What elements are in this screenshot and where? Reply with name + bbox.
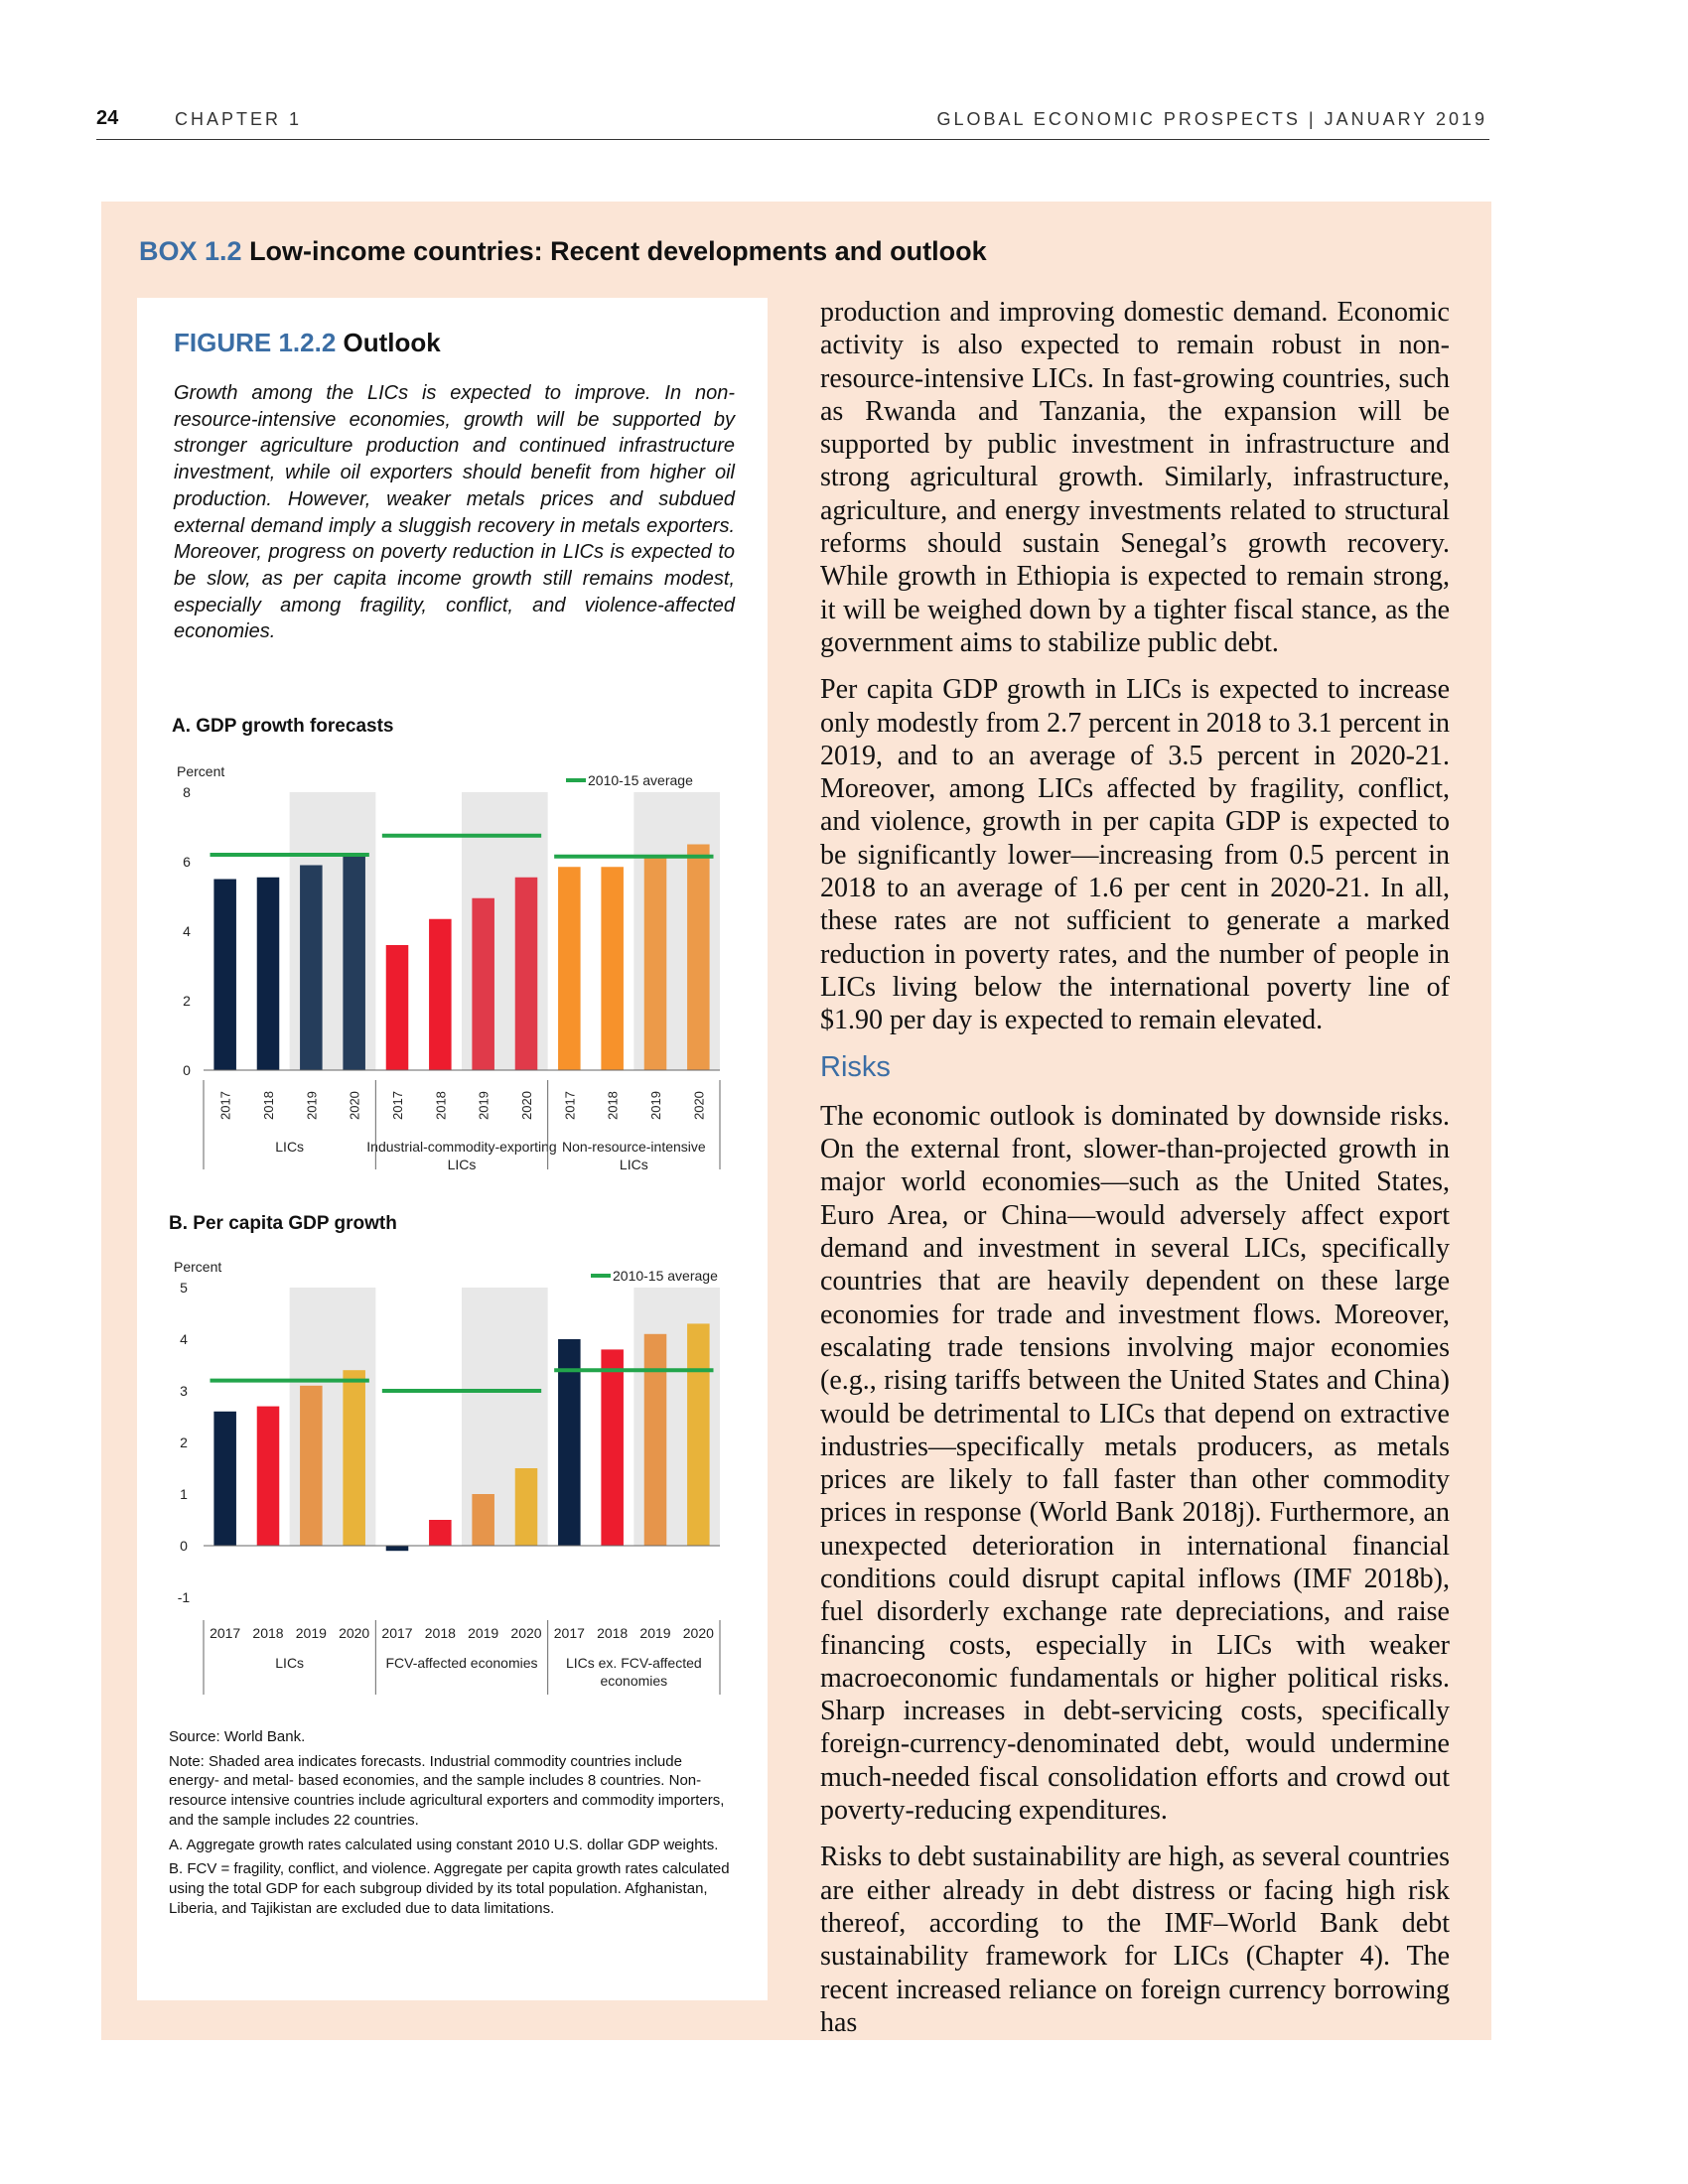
body-paragraph: Risks to debt sustainability are high, as several countries are either already in debt distress or facing high risk thereof, according to the IMF–World Bank debt sustainability framework for LICs (Chapter 4). The recent increased reliance on foreign currency borrowing has [820,1842,1450,2038]
x-tick-label: 2017 [390,1091,405,1120]
group-label: LICs [275,1139,305,1155]
bar [257,878,280,1070]
x-tick-label: 2017 [381,1625,413,1641]
bar [429,1520,452,1546]
figure-notes [169,1727,730,1923]
bar [386,1546,409,1551]
y-tick-label: 2 [183,993,191,1009]
x-tick-label: 2020 [510,1625,542,1641]
bar [644,1334,667,1546]
bar [213,880,236,1071]
body-column [820,296,1450,2053]
bar [558,867,581,1070]
group-label: LICs [447,1157,477,1172]
x-tick-label: 2018 [252,1625,284,1641]
bar [472,1494,494,1546]
body-paragraph: production and improving domestic demand. Economic activity is also expected to remain robust in non-resource-intensive LICs. In fast-growing countries, such as Rwanda and Tanzania, the expansion will be supported by public investment in infrastructure and strong agricultural growth. Similarly, infrastructure, agriculture, and energy investments related to structural reforms should sustain Senegal’s growth recovery. While growth in Ethiopia is expected to remain strong, it will be weighed down by a tighter fiscal stance, as the government aims to stabilize public debt. [820,297,1450,658]
x-tick-label: 2019 [295,1625,327,1641]
bar [601,867,624,1070]
y-tick-label: 8 [183,784,191,800]
bar [687,1323,710,1546]
publication-title: GLOBAL ECONOMIC PROSPECTS | JANUARY 2019 [936,109,1487,129]
bar [429,919,452,1070]
x-tick-label: 2017 [562,1091,578,1120]
x-tick-label: 2020 [347,1091,362,1120]
chart-a [149,752,745,1189]
x-tick-label: 2020 [339,1625,370,1641]
bar [257,1407,280,1546]
note-general: Note: Shaded area indicates forecasts. Industrial commodity countries include energy- and metal- based economies, and the sample includes 8 countries. Non-resource intensive countries include agricultural exporters and commodity importers, and the sample includes 22 countries. [169,1752,725,1829]
y-tick-label: 2 [180,1434,188,1450]
group-label: LICs [619,1157,648,1172]
x-tick-label: 2018 [424,1625,456,1641]
note-source: Source: World Bank. [169,1728,306,1745]
x-tick-label: 2017 [217,1091,233,1120]
chart-b-title: B. Per capita GDP growth [169,1213,397,1234]
x-tick-label: 2018 [597,1625,629,1641]
group-label: Industrial-commodity-exporting [366,1139,557,1155]
y-tick-label: 0 [180,1538,188,1554]
figure-title [174,328,441,358]
risks-heading: Risks [820,1050,891,1083]
bar [687,845,710,1071]
bar [644,855,667,1070]
group-label: FCV-affected economies [385,1655,538,1671]
chapter-label: CHAPTER 1 [175,109,303,129]
figure-description: Growth among the LICs is expected to improve. In non-resource-intensive economies, growth will be supported by stronger agriculture production and continued infrastructure investment, while oil exporters should benefit from higher oil production. However, weaker metals prices and subdued external demand imply a sluggish recovery in metals exporters. Moreover, progress on poverty reduction in LICs is expected to be slow, as per capita income growth still remains modest, especially among fragility, conflict, and violence-affected economies. [174,382,735,643]
y-tick-label: 3 [180,1383,188,1399]
bar [300,1386,323,1546]
y-tick-label: 1 [180,1486,188,1502]
group-label: Non-resource-intensive [561,1139,706,1155]
y-tick-label: 4 [180,1331,188,1347]
y-tick-label: -1 [177,1589,191,1605]
group-label: economies [600,1673,668,1689]
y-axis-label: Percent [177,763,225,779]
x-tick-label: 2017 [553,1625,585,1641]
bar [300,866,323,1071]
legend-label: 2010-15 average [613,1268,718,1284]
y-tick-label: 0 [183,1062,191,1078]
x-tick-label: 2019 [639,1625,671,1641]
x-tick-label: 2020 [682,1625,714,1641]
x-tick-label: 2019 [476,1091,492,1120]
group-label: LICs [275,1655,305,1671]
bar [213,1412,236,1546]
note-a: A. Aggregate growth rates calculated using constant 2010 U.S. dollar GDP weights. [169,1836,719,1853]
bar [515,878,538,1070]
y-axis-label: Percent [174,1259,222,1275]
bar [515,1468,538,1546]
x-tick-label: 2020 [691,1091,707,1120]
chart-a-title: A. GDP growth forecasts [172,716,394,737]
x-tick-label: 2019 [304,1091,320,1120]
x-tick-label: 2019 [648,1091,663,1120]
box-label: BOX 1.2 [139,236,242,266]
bar [472,898,494,1070]
x-tick-label: 2020 [519,1091,534,1120]
y-tick-label: 6 [183,854,191,870]
x-tick-label: 2017 [210,1625,241,1641]
y-tick-label: 5 [180,1280,188,1296]
x-tick-label: 2019 [468,1625,499,1641]
x-tick-label: 2018 [261,1091,276,1120]
bar [343,857,365,1070]
bar [386,945,409,1070]
note-b: B. FCV = fragility, conflict, and violence. Aggregate per capita growth rates calculated using the total GDP for each subgroup divided by its total population. Afghanistan, Liberia, and Tajikistan are excluded due to data limitations. [169,1860,730,1917]
box-title [139,236,987,267]
x-tick-label: 2018 [433,1091,449,1120]
figure-label: FIGURE 1.2.2 [174,328,337,357]
header-rule [96,139,1489,140]
box-heading: Low-income countries: Recent developments and outlook [249,236,987,266]
figure-heading: Outlook [343,328,441,357]
group-label: LICs ex. FCV-affected [565,1655,702,1671]
legend-label: 2010-15 average [588,772,693,788]
page-number: 24 [96,107,119,129]
x-tick-label: 2018 [605,1091,621,1120]
y-tick-label: 4 [183,923,191,939]
bar [601,1349,624,1546]
body-paragraph: Per capita GDP growth in LICs is expected to increase only modestly from 2.7 percent in 2018 to 3.1 percent in 2019, and to an average of 3.5 percent in 2020-21. Moreover, among LICs affected by fragility, conflict, and violence, growth in per capita GDP is expected to be significantly lower—increasing from 0.5 percent in 2018 to an average of 1.6 per cent in 2020-21. In all, these rates are not sufficient to generate a marked reduction in poverty rates, and the number of people in LICs living below the international poverty line of $1.90 per day is expected to remain elevated. [820,674,1450,1036]
bar [343,1370,365,1546]
chart-b [149,1253,745,1700]
body-paragraph: The economic outlook is dominated by downside risks. On the external front, slower-than-projected growth in major world economies—such as the United States, Euro Area, or China—would adversely affect export demand and investment in several LICs, specifically countries that are heavily dependent on these large economies for trade and investment flows. Moreover, escalating trade tensions involving major economies (e.g., rising tariffs between the United States and China) would be detrimental to LICs that depend on extractive industries—specifically metals producers, as metals prices are likely to fall faster than other commodity prices in response (World Bank 2018j). Furthermore, an unexpected deterioration in international financial conditions could disrupt capital inflows (IMF 2018b), fuel disorderly exchange rate depreciations, and raise financing costs, especially in LICs with weaker macroeconomic fundamentals or higher political risks. Sharp increases in debt-servicing costs, specifically foreign-currency-denominated debt, would undermine much-needed fiscal consolidation efforts and crowd out poverty-reducing expenditures. [820,1100,1450,1827]
